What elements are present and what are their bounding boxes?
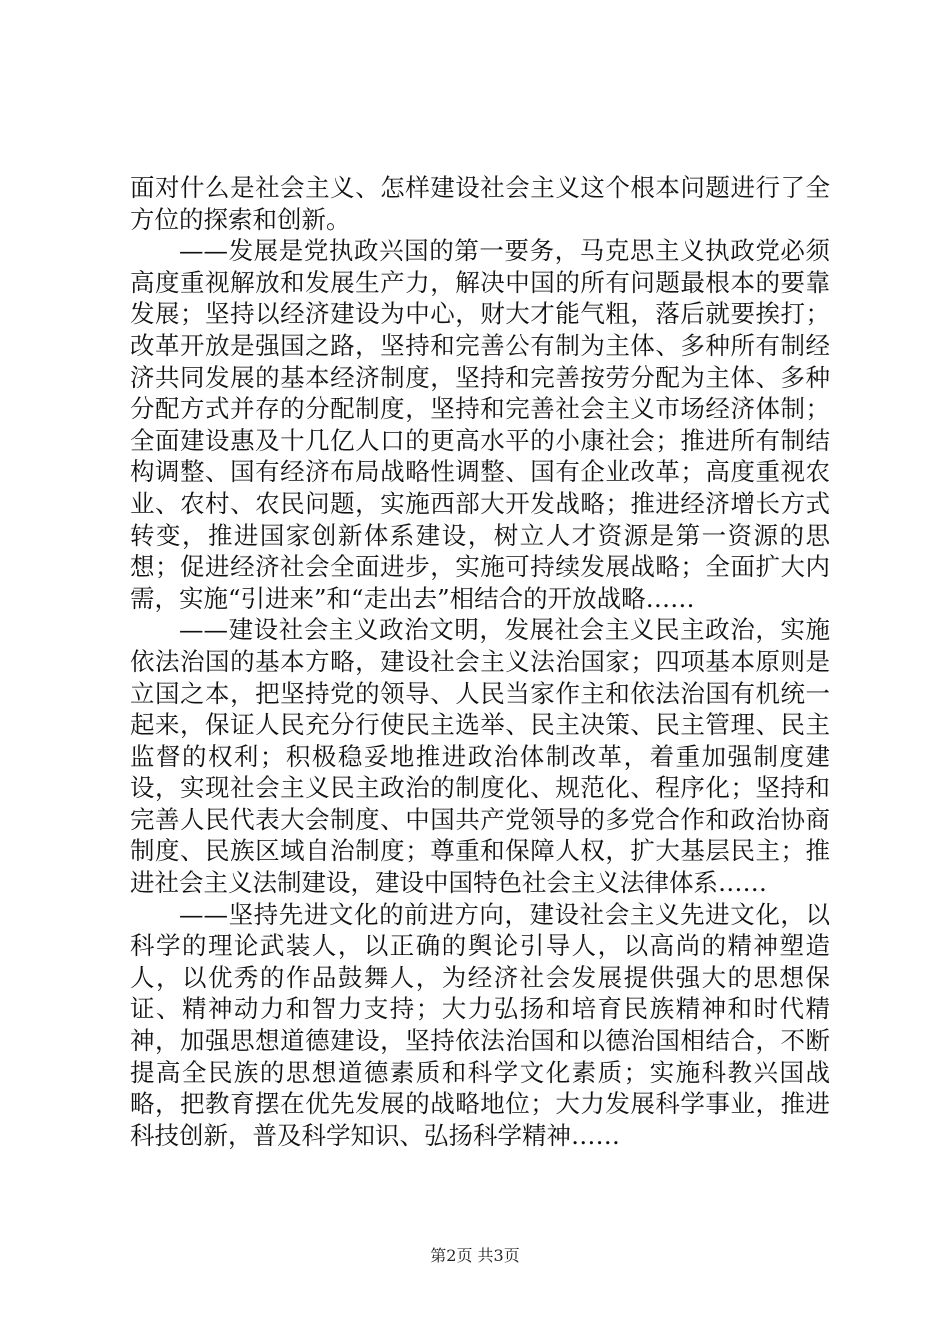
paragraph-culture: ——坚持先进文化的前进方向，建设社会主义先进文化，以科学的理论武装人，以正确的舆论引导人，以高尚的精神塑造人，以优秀的作品鼓舞人，为经济社会发展提供强大的思想保证、精神动力和智力支持；大力弘扬和培育民族精神和时代精神，加强思想道德建设，坚持依法治国和以德治国相结合，不断提高全民族的思想道德素质和科学文化素质；实施科教兴国战略，把教育摆在优先发展的战略地位；大力发展科学事业，推进科技创新，普及科学知识、弘扬科学精神…… (130, 899, 830, 1150)
paragraph-continuation: 面对什么是社会主义、怎样建设社会主义这个根本问题进行了全方位的探索和创新。 (130, 173, 830, 234)
paragraph-politics: ——建设社会主义政治文明，发展社会主义民主政治，实施依法治国的基本方略，建设社会主义法治国家；四项基本原则是立国之本，把坚持党的领导、人民当家作主和依法治国有机统一起来，保证人民充分行使民主选举、民主决策、民主管理、民主监督的权利；积极稳妥地推进政治体制改革，着重加强制度建设，实现社会主义民主政治的制度化、规范化、程序化；坚持和完善人民代表大会制度、中国共产党领导的多党合作和政治协商制度、民族区域自治制度；尊重和保障人权，扩大基层民主；推进社会主义法制建设，建设中国特色社会主义法律体系…… (130, 615, 830, 898)
paragraph-economy: ——发展是党执政兴国的第一要务，马克思主义执政党必须高度重视解放和发展生产力，解决中国的所有问题最根本的要靠发展；坚持以经济建设为中心，财大才能气粗，落后就要挨打；改革开放是强国之路，坚持和完善公有制为主体、多种所有制经济共同发展的基本经济制度，坚持和完善按劳分配为主体、多种分配方式并存的分配制度，坚持和完善社会主义市场经济体制；全面建设惠及十几亿人口的更高水平的小康社会；推进所有制结构调整、国有经济布局战略性调整、国有企业改革；高度重视农业、农村、农民问题，实施西部大开发战略；推进经济增长方式转变，推进国家创新体系建设，树立人才资源是第一资源的思想；促进经济社会全面进步，实施可持续发展战略；全面扩大内需，实施“引进来”和“走出去”相结合的开放战略…… (130, 236, 830, 613)
document-body (130, 172, 830, 1151)
page-footer: 第2页 共3页 (430, 1246, 520, 1265)
